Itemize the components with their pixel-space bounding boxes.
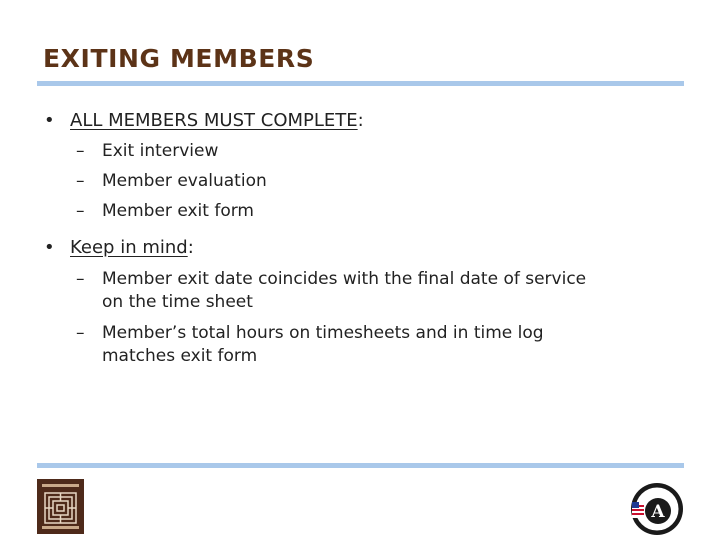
americorps-icon bbox=[630, 482, 684, 536]
subitem-exit-date bbox=[76, 268, 586, 314]
subitem-member-evaluation bbox=[76, 170, 267, 193]
subitem-exit-interview bbox=[76, 140, 218, 163]
footer-divider bbox=[37, 463, 684, 468]
title-divider bbox=[37, 81, 684, 86]
bullet-marker: • bbox=[44, 110, 55, 131]
subitem-text bbox=[102, 268, 586, 314]
dash-marker: – bbox=[76, 171, 85, 191]
americorps-letter: A bbox=[651, 502, 665, 522]
subitem-text: Member evaluation bbox=[102, 171, 267, 191]
bullet-all-members bbox=[44, 110, 364, 132]
subitem-line: matches exit form bbox=[102, 346, 258, 366]
dash-marker: – bbox=[76, 269, 85, 289]
bullet-colon: : bbox=[357, 110, 364, 131]
dash-marker: – bbox=[76, 141, 85, 161]
bullet-label: Keep in mind bbox=[70, 237, 188, 258]
bullet-marker: • bbox=[44, 237, 55, 258]
maze-icon bbox=[37, 479, 84, 534]
subitem-line: Member’s total hours on timesheets and in time log bbox=[102, 323, 544, 343]
dash-marker: – bbox=[76, 201, 85, 221]
subitem-text bbox=[102, 322, 544, 368]
bullet-colon: : bbox=[187, 237, 194, 258]
americorps-logo bbox=[630, 482, 684, 536]
subitem-text: Member exit form bbox=[102, 201, 254, 221]
bullet-label: ALL MEMBERS MUST COMPLETE bbox=[70, 110, 358, 131]
subitem-line: on the time sheet bbox=[102, 292, 253, 312]
subitem-text: Exit interview bbox=[102, 141, 219, 161]
subitem-total-hours bbox=[76, 322, 544, 368]
subitem-line: Member exit date coincides with the final date of service bbox=[102, 269, 587, 289]
massachusetts-service-alliance-logo bbox=[37, 479, 84, 534]
slide-title: EXITING MEMBERS bbox=[43, 44, 315, 73]
bullet-keep-in-mind bbox=[44, 237, 194, 259]
dash-marker: – bbox=[76, 323, 85, 343]
subitem-member-exit-form bbox=[76, 200, 254, 223]
